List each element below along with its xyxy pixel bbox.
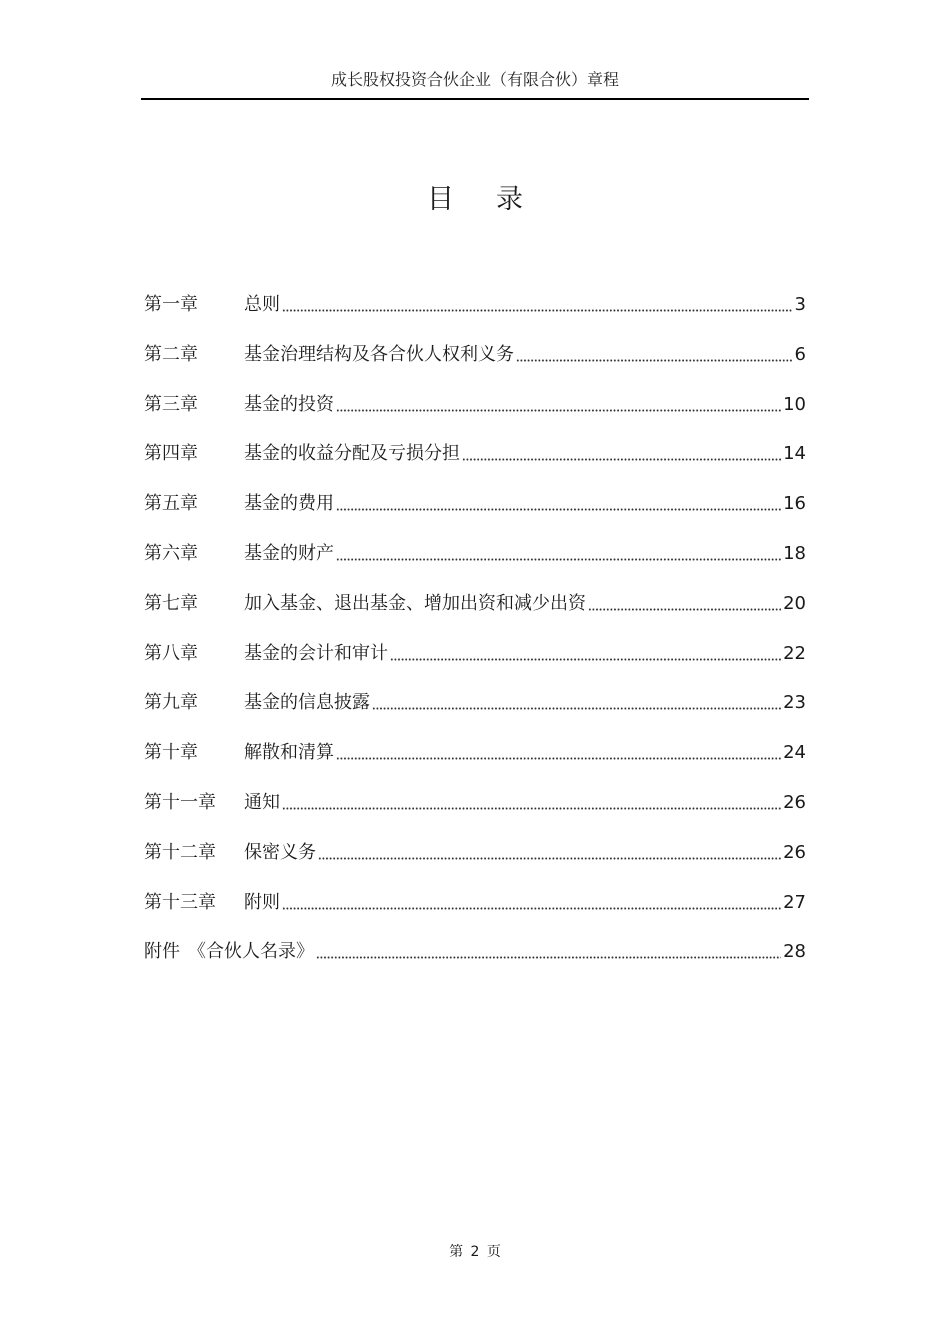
toc-chapter-number: 附件 (144, 941, 180, 963)
document-title: 成长股权投资合伙企业（有限合伙）章程 (330, 70, 619, 89)
table-of-contents (144, 285, 806, 982)
toc-entry[interactable] (144, 883, 806, 933)
toc-page-number: 23 (783, 692, 806, 714)
toc-title: 目录 (427, 184, 565, 215)
toc-dot-leader (462, 443, 781, 461)
toc-page-number: 24 (783, 742, 806, 764)
toc-chapter-title: 基金的费用 (244, 493, 334, 515)
toc-chapter-title: 保密义务 (244, 841, 316, 863)
toc-chapter-title: 基金的会计和审计 (244, 642, 388, 664)
toc-entry[interactable] (144, 285, 806, 335)
toc-entry[interactable] (144, 783, 806, 833)
toc-chapter-number: 第一章 (144, 294, 198, 315)
toc-chapter-title: 总则 (244, 294, 280, 315)
toc-chapter-title: 通知 (244, 791, 280, 813)
toc-chapter-title: 基金的信息披露 (244, 692, 370, 714)
toc-page-number: 14 (783, 443, 806, 465)
toc-chapter-title: 《合伙人名录》 (188, 941, 314, 963)
toc-dot-leader (282, 892, 781, 910)
toc-dot-leader (336, 742, 781, 760)
toc-chapter-number: 第九章 (144, 692, 198, 714)
toc-entry[interactable] (144, 932, 806, 982)
toc-entry[interactable] (144, 434, 806, 484)
toc-page-number: 6 (794, 343, 806, 365)
toc-page-number: 28 (783, 941, 806, 963)
toc-entry[interactable] (144, 833, 806, 883)
toc-chapter-title: 基金的投资 (244, 393, 334, 415)
toc-chapter-number: 第七章 (144, 592, 198, 614)
toc-chapter-number: 第十二章 (144, 841, 216, 863)
toc-dot-leader (336, 543, 781, 561)
toc-page-number: 22 (783, 642, 806, 664)
toc-dot-leader (516, 344, 793, 362)
toc-dot-leader (282, 792, 781, 810)
toc-chapter-title: 基金的财产 (244, 542, 334, 564)
toc-page-number: 3 (794, 294, 806, 315)
toc-dot-leader (336, 493, 781, 511)
toc-entry[interactable] (144, 534, 806, 584)
toc-chapter-number: 第三章 (144, 393, 198, 415)
page-footer (0, 1242, 950, 1262)
toc-entry[interactable] (144, 385, 806, 435)
toc-entry[interactable] (144, 634, 806, 684)
page-number-label: 第 2 页 (449, 1244, 501, 1260)
toc-page-number: 26 (783, 841, 806, 863)
toc-dot-leader (390, 643, 781, 661)
toc-chapter-title: 解散和清算 (244, 742, 334, 764)
toc-page-number: 26 (783, 791, 806, 813)
toc-chapter-title: 附则 (244, 891, 280, 913)
toc-entry[interactable] (144, 733, 806, 783)
toc-entry[interactable] (144, 335, 806, 385)
toc-chapter-number: 第四章 (144, 443, 198, 465)
toc-dot-leader (316, 941, 781, 959)
toc-page-number: 20 (783, 592, 806, 614)
toc-page-number: 10 (783, 393, 806, 415)
toc-entry[interactable] (144, 584, 806, 634)
toc-dot-leader (336, 394, 781, 412)
toc-chapter-number: 第八章 (144, 642, 198, 664)
toc-chapter-number: 第六章 (144, 542, 198, 564)
toc-dot-leader (318, 842, 781, 860)
toc-page-number: 18 (783, 542, 806, 564)
toc-chapter-number: 第十章 (144, 742, 198, 764)
toc-page-number: 27 (783, 891, 806, 913)
toc-page-number: 16 (783, 493, 806, 515)
toc-chapter-number: 第十三章 (144, 891, 216, 913)
page-header (141, 66, 809, 100)
toc-chapter-title: 基金治理结构及各合伙人权利义务 (244, 343, 514, 365)
toc-chapter-number: 第十一章 (144, 791, 216, 813)
toc-dot-leader (588, 593, 781, 611)
toc-entry[interactable] (144, 484, 806, 534)
toc-chapter-title: 加入基金、退出基金、增加出资和减少出资 (244, 592, 586, 614)
toc-dot-leader (282, 294, 793, 312)
toc-chapter-number: 第二章 (144, 343, 198, 365)
toc-dot-leader (372, 692, 781, 710)
toc-chapter-number: 第五章 (144, 493, 198, 515)
toc-entry[interactable] (144, 683, 806, 733)
toc-chapter-title: 基金的收益分配及亏损分担 (244, 443, 460, 465)
